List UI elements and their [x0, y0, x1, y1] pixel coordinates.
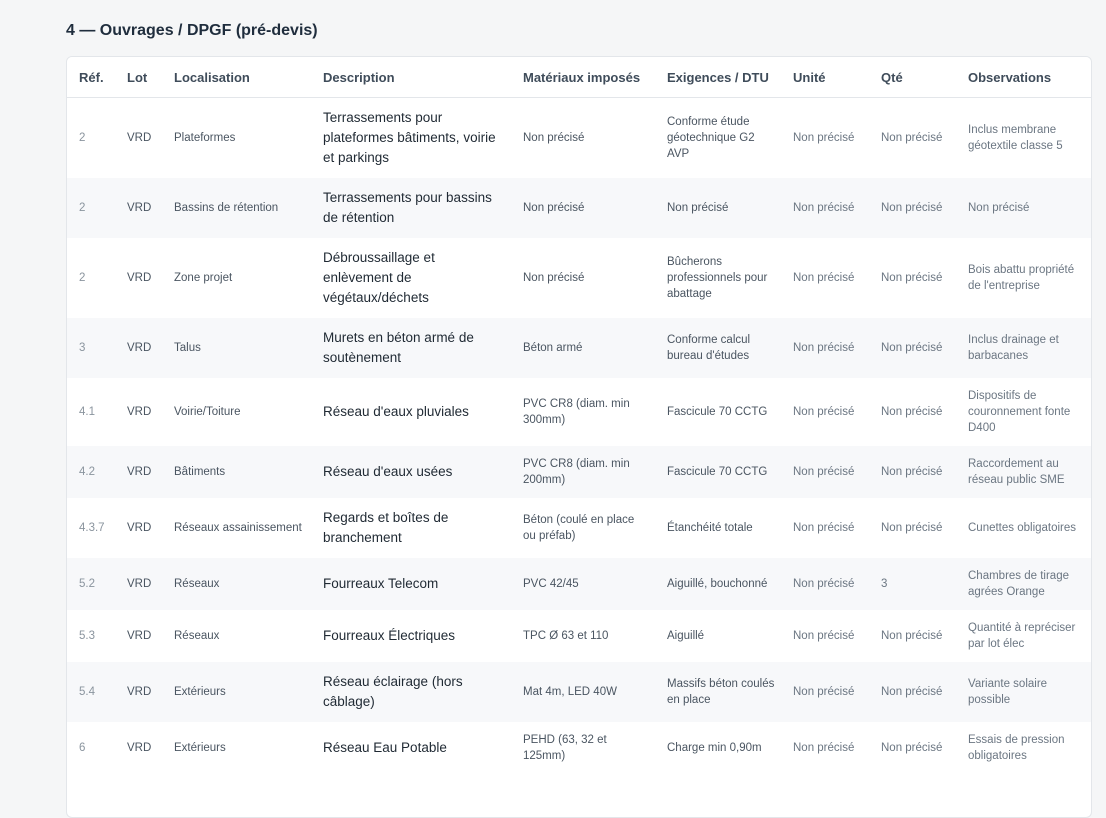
cell-localisation: Réseaux: [174, 629, 220, 642]
column-header-localisation[interactable]: Localisation: [162, 57, 311, 98]
column-header-ref[interactable]: Réf.: [67, 57, 115, 98]
cell-lot: VRD: [127, 405, 152, 418]
cell-localisation: Bassins de rétention: [174, 201, 279, 214]
table-row[interactable]: [67, 722, 1091, 774]
cell-materiaux: PVC CR8 (diam. min 300mm): [523, 397, 630, 426]
cell-exigences: Conforme étude géotechnique G2 AVP: [667, 115, 755, 160]
cell-description: Murets en béton armé de soutènement: [323, 329, 474, 365]
column-header-qte[interactable]: Qté: [869, 57, 956, 98]
column-header-lot[interactable]: Lot: [115, 57, 162, 98]
cell-unite: Non précisé: [793, 741, 855, 754]
cell-localisation: Réseaux: [174, 577, 220, 590]
cell-unite: Non précisé: [793, 521, 855, 534]
cell-qte: Non précisé: [881, 521, 943, 534]
cell-lot: VRD: [127, 341, 152, 354]
table-row[interactable]: [67, 558, 1091, 610]
cell-ref: 4.3.7: [79, 521, 105, 534]
cell-lot: VRD: [127, 201, 152, 214]
cell-ref: 2: [79, 271, 86, 284]
column-header-materiaux[interactable]: Matériaux imposés: [511, 57, 655, 98]
cell-observations: Inclus membrane géotextile classe 5: [968, 123, 1063, 152]
cell-unite: Non précisé: [793, 405, 855, 418]
cell-unite: Non précisé: [793, 131, 855, 144]
cell-ref: 6: [79, 741, 86, 754]
cell-materiaux: Béton (coulé en place ou préfab): [523, 513, 635, 542]
table-row[interactable]: [67, 98, 1091, 178]
cell-materiaux: Non précisé: [523, 201, 585, 214]
table-body: [67, 98, 1091, 774]
table-header-row: [67, 57, 1091, 98]
cell-description: Terrassements pour bassins de rétention: [323, 189, 492, 225]
cell-description: Terrassements pour plateformes bâtiments, voirie et parkings: [323, 109, 496, 165]
cell-ref: 5.2: [79, 577, 95, 590]
cell-observations: Non précisé: [968, 201, 1030, 214]
cell-description: Réseau Eau Potable: [323, 739, 447, 755]
cell-ref: 5.4: [79, 685, 95, 698]
cell-ref: 3: [79, 341, 86, 354]
cell-description: Fourreaux Telecom: [323, 575, 439, 591]
cell-qte: 3: [881, 577, 888, 590]
cell-localisation: Réseaux assainissement: [174, 521, 302, 534]
cell-qte: Non précisé: [881, 341, 943, 354]
cell-localisation: Extérieurs: [174, 741, 226, 754]
cell-observations: Variante solaire possible: [968, 677, 1048, 706]
cell-observations: Bois abattu propriété de l'entreprise: [968, 263, 1075, 292]
cell-unite: Non précisé: [793, 629, 855, 642]
table-row[interactable]: [67, 662, 1091, 722]
cell-exigences: Charge min 0,90m: [667, 741, 762, 754]
cell-materiaux: Non précisé: [523, 271, 585, 284]
cell-ref: 2: [79, 201, 86, 214]
cell-lot: VRD: [127, 521, 152, 534]
cell-qte: Non précisé: [881, 629, 943, 642]
table-row[interactable]: [67, 610, 1091, 662]
cell-ref: 4.2: [79, 465, 95, 478]
cell-lot: VRD: [127, 685, 152, 698]
table-row[interactable]: [67, 238, 1091, 318]
column-header-observations[interactable]: Observations: [956, 57, 1091, 98]
cell-localisation: Extérieurs: [174, 685, 226, 698]
dpgf-table: [67, 57, 1091, 774]
cell-unite: Non précisé: [793, 465, 855, 478]
cell-localisation: Zone projet: [174, 271, 233, 284]
cell-qte: Non précisé: [881, 201, 943, 214]
cell-ref: 4.1: [79, 405, 95, 418]
table-row[interactable]: [67, 498, 1091, 558]
cell-lot: VRD: [127, 577, 152, 590]
table-row[interactable]: [67, 318, 1091, 378]
cell-observations: Chambres de tirage agrées Orange: [968, 569, 1069, 598]
column-header-description[interactable]: Description: [311, 57, 511, 98]
cell-observations: Raccordement au réseau public SME: [968, 457, 1065, 486]
cell-exigences: Aiguillé, bouchonné: [667, 577, 768, 590]
cell-unite: Non précisé: [793, 271, 855, 284]
cell-observations: Cunettes obligatoires: [968, 521, 1077, 534]
cell-localisation: Voirie/Toiture: [174, 405, 241, 418]
cell-lot: VRD: [127, 271, 152, 284]
cell-unite: Non précisé: [793, 341, 855, 354]
column-header-exigences[interactable]: Exigences / DTU: [655, 57, 781, 98]
cell-observations: Inclus drainage et barbacanes: [968, 333, 1059, 362]
table-row[interactable]: [67, 178, 1091, 238]
cell-localisation: Talus: [174, 341, 201, 354]
section-title: 4 — Ouvrages / DPGF (pré-devis): [66, 22, 318, 39]
cell-qte: Non précisé: [881, 465, 943, 478]
table-row[interactable]: [67, 446, 1091, 498]
cell-description: Réseau d'eaux usées: [323, 463, 453, 479]
cell-unite: Non précisé: [793, 201, 855, 214]
cell-qte: Non précisé: [881, 131, 943, 144]
cell-materiaux: TPC Ø 63 et 110: [523, 629, 609, 642]
cell-lot: VRD: [127, 741, 152, 754]
cell-materiaux: PVC CR8 (diam. min 200mm): [523, 457, 630, 486]
cell-observations: Quantité à repréciser par lot élec: [968, 621, 1076, 650]
cell-qte: Non précisé: [881, 741, 943, 754]
cell-description: Réseau éclairage (hors câblage): [323, 673, 463, 709]
cell-materiaux: Mat 4m, LED 40W: [523, 685, 617, 698]
cell-exigences: Fascicule 70 CCTG: [667, 405, 768, 418]
column-header-unite[interactable]: Unité: [781, 57, 869, 98]
cell-description: Fourreaux Électriques: [323, 627, 456, 643]
cell-observations: Essais de pression obligatoires: [968, 733, 1065, 762]
table-row[interactable]: [67, 378, 1091, 446]
cell-qte: Non précisé: [881, 685, 943, 698]
cell-ref: 2: [79, 131, 86, 144]
cell-materiaux: Béton armé: [523, 341, 583, 354]
cell-localisation: Plateformes: [174, 131, 236, 144]
cell-ref: 5.3: [79, 629, 95, 642]
cell-localisation: Bâtiments: [174, 465, 226, 478]
cell-lot: VRD: [127, 629, 152, 642]
cell-exigences: Massifs béton coulés en place: [667, 677, 775, 706]
cell-description: Débroussaillage et enlèvement de végétaux/déchets: [323, 249, 435, 305]
cell-lot: VRD: [127, 465, 152, 478]
cell-unite: Non précisé: [793, 577, 855, 590]
cell-exigences: Conforme calcul bureau d'études: [667, 333, 751, 362]
cell-exigences: Fascicule 70 CCTG: [667, 465, 768, 478]
cell-exigences: Bûcherons professionnels pour abattage: [667, 255, 768, 300]
cell-materiaux: PEHD (63, 32 et 125mm): [523, 733, 607, 762]
cell-exigences: Aiguillé: [667, 629, 705, 642]
cell-description: Regards et boîtes de branchement: [323, 509, 449, 545]
cell-observations: Dispositifs de couronnement fonte D400: [968, 389, 1071, 434]
cell-exigences: Non précisé: [667, 201, 729, 214]
cell-materiaux: Non précisé: [523, 131, 585, 144]
cell-materiaux: PVC 42/45: [523, 577, 579, 590]
cell-unite: Non précisé: [793, 685, 855, 698]
cell-lot: VRD: [127, 131, 152, 144]
cell-exigences: Étanchéité totale: [667, 521, 753, 534]
cell-description: Réseau d'eaux pluviales: [323, 403, 469, 419]
cell-qte: Non précisé: [881, 405, 943, 418]
cell-qte: Non précisé: [881, 271, 943, 284]
dpgf-table-card: [66, 56, 1092, 818]
